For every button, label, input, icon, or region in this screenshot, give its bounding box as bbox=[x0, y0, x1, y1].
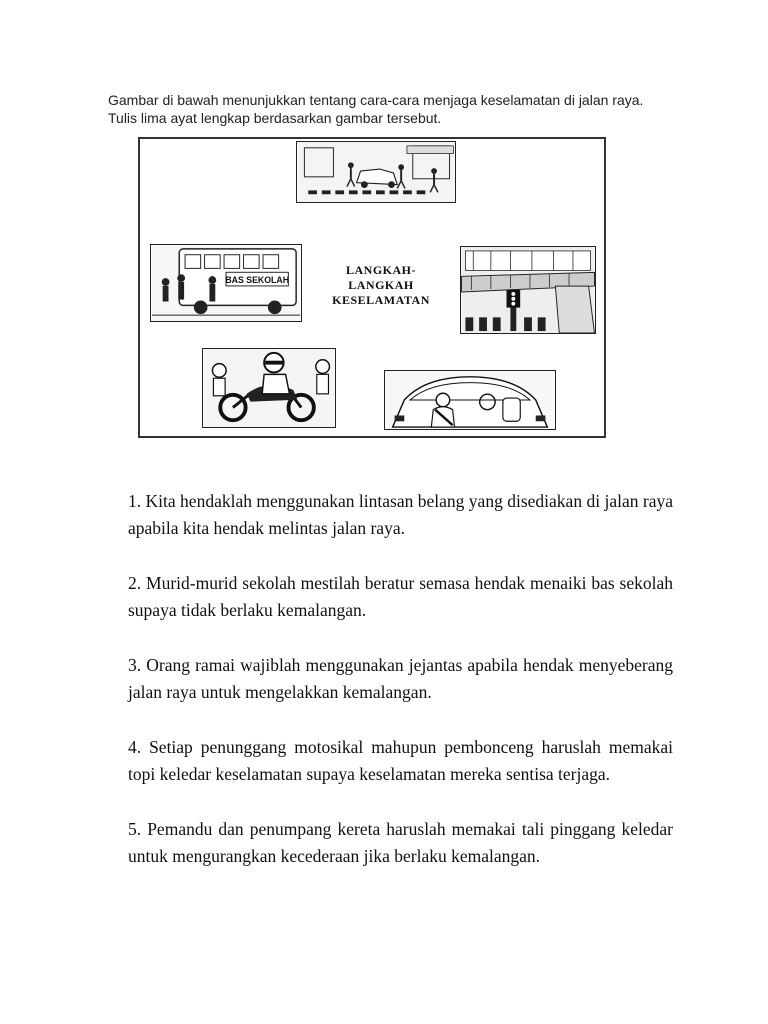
motorcycle-illustration bbox=[203, 349, 335, 427]
pedestrian-bridge-panel bbox=[460, 246, 596, 334]
answer-2: 2. Murid-murid sekolah mestilah beratur semasa hendak menaiki bas sekolah supaya tidak berlaku kemalangan. bbox=[128, 573, 673, 620]
center-title-line-2: LANGKAH bbox=[348, 278, 414, 292]
car-seatbelt-illustration bbox=[385, 371, 555, 429]
school-bus-illustration bbox=[151, 245, 301, 321]
center-title-line-1: LANGKAH- bbox=[346, 263, 416, 277]
car-seatbelt-panel bbox=[384, 370, 556, 430]
answers-list bbox=[128, 488, 673, 898]
answer-3: 3. Orang ramai wajiblah menggunakan jejantas apabila hendak menyeberang jalan raya untuk mengelakkan kemalangan. bbox=[128, 655, 673, 702]
school-bus-panel bbox=[150, 244, 302, 322]
answer-5: 5. Pemandu dan penumpang kereta haruslah memakai tali pinggang keledar untuk mengurangkan kecederaan jika berlaku kemalangan. bbox=[128, 819, 673, 866]
zebra-crossing-illustration bbox=[297, 142, 455, 202]
answer-1: 1. Kita hendaklah menggunakan lintasan belang yang disediakan di jalan raya apabila kita hendak melintas jalan raya. bbox=[128, 491, 673, 538]
pedestrian-bridge-illustration bbox=[461, 247, 595, 333]
bus-sign-text: BAS SEKOLAH bbox=[225, 275, 290, 285]
motorcycle-panel bbox=[202, 348, 336, 428]
center-title-line-3: KESELAMATAN bbox=[332, 293, 430, 307]
answer-4: 4. Setiap penunggang motosikal mahupun pembonceng haruslah memakai topi keledar keselamatan supaya keselamatan mereka sentisa terjaga. bbox=[128, 737, 673, 784]
center-title bbox=[326, 263, 436, 308]
instruction-text: Gambar di bawah menunjukkan tentang cara-cara menjaga keselamatan di jalan raya. Tulis lima ayat lengkap berdasarkan gambar tersebut. bbox=[108, 92, 644, 126]
zebra-crossing-panel bbox=[296, 141, 456, 203]
